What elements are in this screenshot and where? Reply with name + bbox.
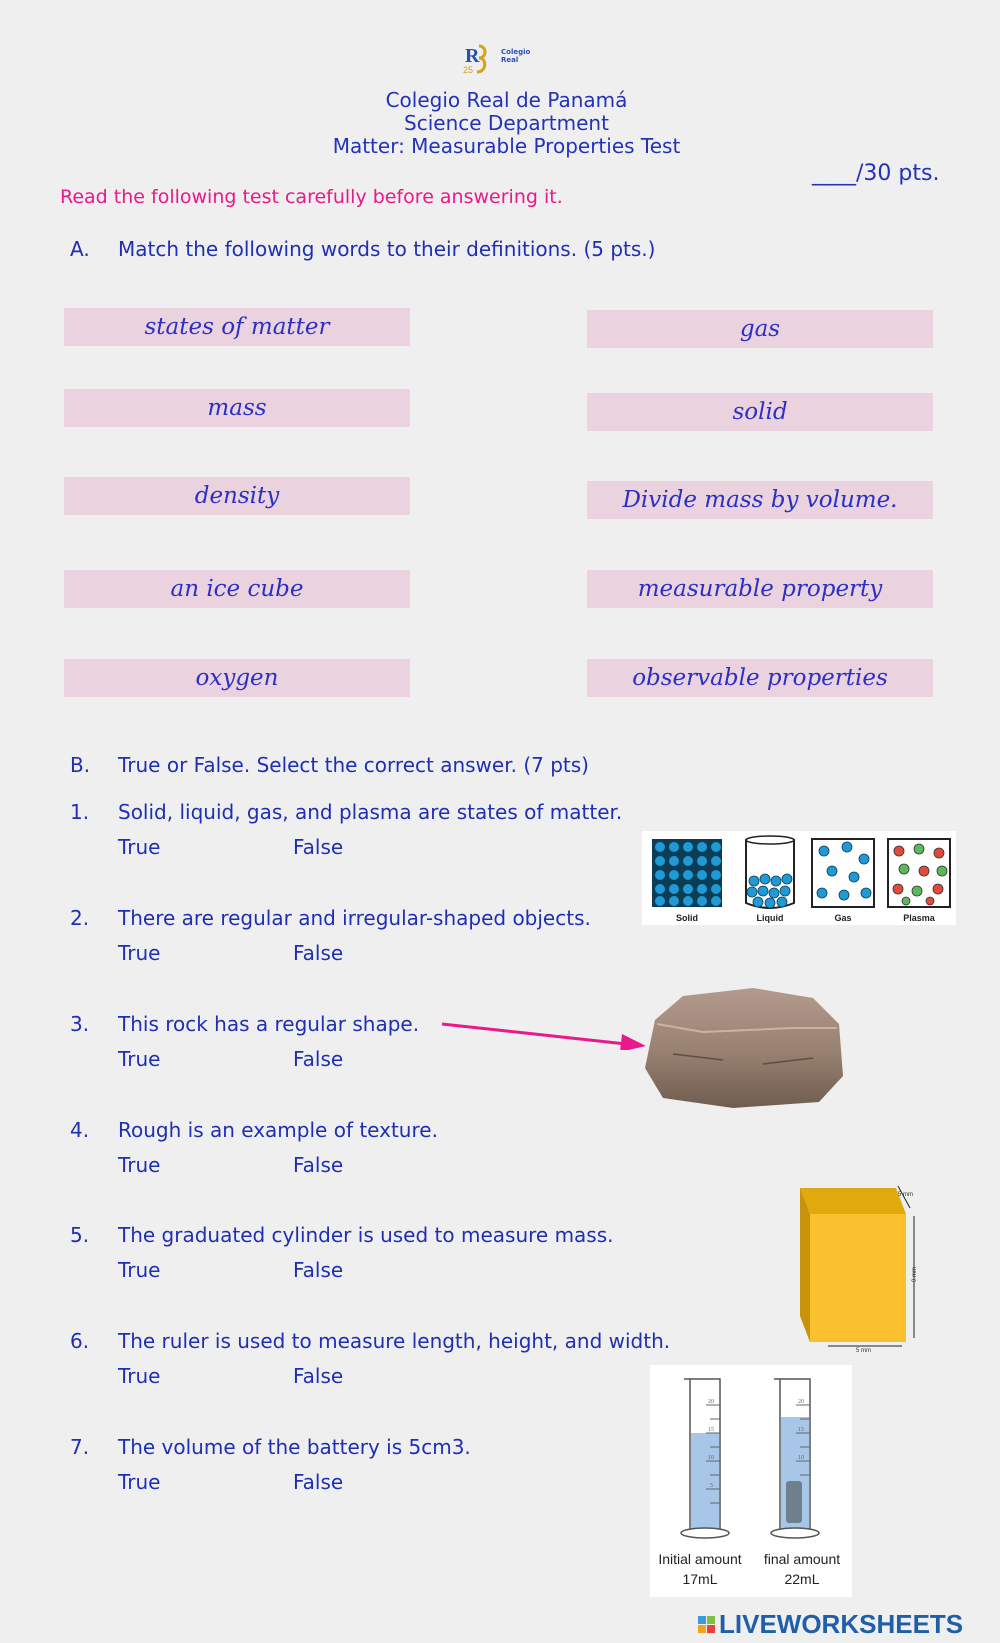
state-label: Plasma bbox=[903, 913, 935, 923]
logo-text: Colegio Real bbox=[501, 48, 531, 64]
false-option[interactable]: False bbox=[293, 835, 344, 859]
question-text: The volume of the battery is 5cm3. bbox=[118, 1435, 471, 1459]
test-title: Matter: Measurable Properties Test bbox=[332, 134, 681, 158]
match-right-item[interactable]: solid bbox=[587, 393, 933, 431]
question-text: There are regular and irregular-shaped objects. bbox=[118, 906, 591, 930]
svg-text:20: 20 bbox=[708, 1399, 714, 1405]
department-name: Science Department bbox=[404, 111, 609, 135]
true-option[interactable]: True bbox=[118, 941, 161, 965]
width-label: 5 mm bbox=[856, 1348, 871, 1352]
false-option[interactable]: False bbox=[293, 1047, 344, 1071]
question-text: The graduated cylinder is used to measure mass. bbox=[118, 1223, 614, 1247]
question-text: This rock has a regular shape. bbox=[118, 1012, 420, 1036]
depth-label: 5 mm bbox=[898, 1192, 913, 1198]
liveworksheets-text: LIVEWORKSHEETS bbox=[719, 1608, 964, 1639]
false-option[interactable]: False bbox=[293, 1364, 344, 1388]
instruction: Read the following test carefully before answering it. bbox=[60, 186, 563, 208]
state-label: Liquid bbox=[756, 913, 784, 923]
question-number: 2. bbox=[70, 906, 90, 930]
solid-particles-icon bbox=[652, 839, 722, 907]
match-left-item[interactable]: oxygen bbox=[64, 659, 410, 697]
question-text: The ruler is used to measure length, height, and width. bbox=[118, 1329, 671, 1353]
liveworksheets-logo bbox=[698, 1610, 963, 1638]
match-left-item[interactable]: mass bbox=[64, 389, 410, 427]
question-number: 4. bbox=[70, 1118, 90, 1142]
svg-text:10: 10 bbox=[798, 1455, 804, 1461]
final-amount-label: final amount bbox=[763, 1551, 841, 1567]
true-option[interactable]: True bbox=[118, 835, 161, 859]
question-number: 6. bbox=[70, 1329, 90, 1353]
svg-text:5: 5 bbox=[710, 1483, 713, 1489]
score-field[interactable]: ____/30 pts. bbox=[812, 161, 940, 186]
state-label: Gas bbox=[834, 913, 852, 923]
true-option[interactable]: True bbox=[118, 1258, 161, 1282]
svg-text:15: 15 bbox=[798, 1427, 804, 1433]
final-amount-value: 22mL bbox=[784, 1571, 820, 1587]
section-a-title: Match the following words to their definitions. (5 pts.) bbox=[118, 237, 656, 261]
height-label: 9 mm bbox=[912, 1267, 918, 1282]
section-b-letter: B. bbox=[70, 753, 91, 777]
school-logo bbox=[463, 42, 533, 76]
section-a-letter: A. bbox=[70, 237, 90, 261]
false-option[interactable]: False bbox=[293, 1258, 344, 1282]
match-right-item[interactable]: Divide mass by volume. bbox=[587, 481, 933, 519]
question-number: 3. bbox=[70, 1012, 90, 1036]
false-option[interactable]: False bbox=[293, 1470, 344, 1494]
match-left-item[interactable]: density bbox=[64, 477, 410, 515]
initial-amount-label: Initial amount bbox=[658, 1551, 742, 1567]
liveworksheets-icon bbox=[698, 1616, 715, 1633]
match-left-item[interactable]: states of matter bbox=[64, 308, 410, 346]
svg-text:R: R bbox=[465, 45, 480, 67]
false-option[interactable]: False bbox=[293, 1153, 344, 1177]
svg-text:20: 20 bbox=[798, 1399, 804, 1405]
true-option[interactable]: True bbox=[118, 1047, 161, 1071]
match-right-item[interactable]: observable properties bbox=[587, 659, 933, 697]
rock-image bbox=[643, 984, 845, 1110]
question-number: 7. bbox=[70, 1435, 90, 1459]
svg-text:25: 25 bbox=[463, 65, 474, 75]
svg-text:10: 10 bbox=[708, 1455, 714, 1461]
state-label: Solid bbox=[676, 913, 698, 923]
match-right-item[interactable]: measurable property bbox=[587, 570, 933, 608]
arrow-icon bbox=[440, 1014, 646, 1050]
question-text: Rough is an example of texture. bbox=[118, 1118, 438, 1142]
match-right-item[interactable]: gas bbox=[587, 310, 933, 348]
rectangular-prism-figure bbox=[798, 1186, 928, 1352]
question-number: 1. bbox=[70, 800, 90, 824]
section-b-title: True or False. Select the correct answer. (7 pts) bbox=[118, 753, 589, 777]
graduated-cylinders-figure bbox=[650, 1365, 852, 1597]
question-text: Solid, liquid, gas, and plasma are states of matter. bbox=[118, 800, 623, 824]
states-of-matter-figure bbox=[642, 831, 956, 925]
true-option[interactable]: True bbox=[118, 1153, 161, 1177]
match-left-item[interactable]: an ice cube bbox=[64, 570, 410, 608]
svg-text:15: 15 bbox=[708, 1427, 714, 1433]
school-name: Colegio Real de Panamá bbox=[385, 88, 628, 112]
true-option[interactable]: True bbox=[118, 1364, 161, 1388]
initial-amount-value: 17mL bbox=[682, 1571, 718, 1587]
true-option[interactable]: True bbox=[118, 1470, 161, 1494]
false-option[interactable]: False bbox=[293, 941, 344, 965]
question-number: 5. bbox=[70, 1223, 90, 1247]
